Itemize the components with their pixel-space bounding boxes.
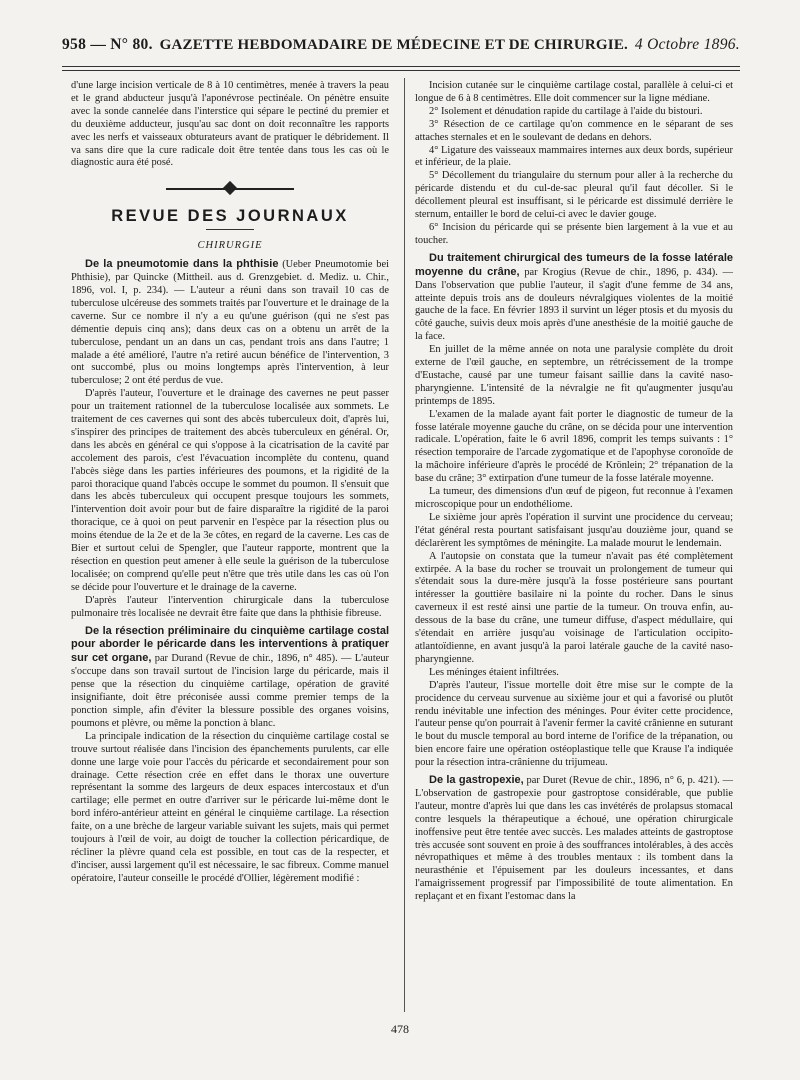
right-column (415, 80, 733, 904)
article-body: par Krogius (Revue de chir., 1896, p. 434). — Dans l'observation que publie l'auteur, il s'agit d'une femme de 34 ans, atteinte depuis trois ans de douleurs névralgiques violentes de la moitié gauche de la face. En février 1893 il survint un léger ptosis et du myosis du côté gauche, suivis deux mois après d'une anesthésie de la moitié gauche de la face. (415, 266, 733, 343)
article-paragraph: A l'autopsie on constata que la tumeur n'avait pas été complètement extirpée. A la base du rocher se trouvait un prolongement de tumeur qui s'étendait sous la dure-mère jusqu'à la fosse postérieure sans pourtant intéresser la gouttière basilaire ni la pointe du rocher. Dans le sinus caverneux il est resté ainsi une partie de la tumeur. On trouva enfin, au-dessous de la base du crâne, une tumeur diffuse, d'aspect médullaire, qui s'étendait en arrière jusqu'au voisinage de l'articulation occipito-atlantoïdienne, en avant jusqu'à la paroi latérale gauche de la cavité naso-pharyngienne. (415, 550, 733, 665)
banner-rule (206, 229, 254, 230)
column-divider (404, 78, 405, 1012)
page-number: 958 — N° 80. (62, 36, 153, 53)
section-banner: REVUE DES JOURNAUX (111, 207, 349, 226)
article-title: De la pneumotomie dans la phthisie (85, 258, 279, 271)
article-title: Du traitement chirurgical des tumeurs de la fosse latérale moyenne du crâne, (415, 251, 733, 278)
journal-title: GAZETTE HEBDOMADAIRE DE MÉDECINE ET DE CHIRURGIE. (159, 37, 628, 53)
article-paragraph: En juillet de la même année on nota une paralysie complète du droit externe de l'œil gauche, en septembre, un rétrécissement de la trompe d'Eustache, causé par une tumeur faisant saillie dans la cavité naso-pharyngienne. L'intensité de la névralgie ne fit qu'augmenter jusqu'au printemps de 1895. (415, 344, 733, 407)
article-paragraph: La principale indication de la résection du cinquième cartilage costal se trouve surtout réalisée dans l'incision des épanchements purulents, car elle donne une large voie pour l'accès du péricarde et secondairement pour son drainage. Cette résection crée en effet dans le thorax une ouverture représentant la somme des largeurs de deux espaces intercostaux et d'un cartilage; elle permet en outre d'arriver sur le péricarde lui-même dont le bord inféro-antérieur atteint en général le cinquième cartilage. La résection faite, on a une brèche de largeur variable suivant les sujets, mais qui permet toujours à l'œil de voir, au doigt de toucher la collection péricardique, de récliner la plèvre quand cela est possible, en tout cas de la respecter, et d'inciser, aussi largement qu'il est nécessaire, le sac fibreux. Comme manuel opératoire, l'auteur conseille le procédé d'Ollier, légèrement modifié : (71, 730, 389, 884)
intro-paragraph: d'une large incision verticale de 8 à 10 centimètres, menée à travers la peau et le grand abducteur jusqu'à l'aponévrose pectinéale. On pénètre ensuite avec la sonde cannelée dans l'interstice qui sépare le pectiné du premier et du deuxième adducteur, jusqu'au sac dont on doit reconnaître les rapports avec les nerfs et vaisseaux obturateurs avant de pratiquer le débridement. Il va sans dire que la cure radicale doit être tentée dans tous les cas où le diagnostic aura été posé. (71, 80, 389, 169)
header-rule-thick (62, 66, 740, 67)
article-body: par Duret (Revue de chir., 1896, n° 6, p. 421). — L'observation de gastropexie pour gastroptose considérable, que publie l'auteur, montre d'après lui que dans les cas invétérés de prolapsus stomacal contre lesquels la thérapeutique a échoué, une opération chirurgicale inoffensive peut être tentée avec succès. Les malades atteints de gastroptose très accusée sont souvent en proie à des souffrances intolérables, à des accès névropathiques et même à des troubles mentaux : ils tombent dans la neurasthénie et l'épuisement par les douleurs incessantes, et dans l'amaigrissement progressif par l'impossibilité de toute alimentation. En replaçant et en fixant l'estomac dans la (415, 775, 734, 903)
header-rule-thin (62, 70, 740, 71)
procedure-step: 5° Décollement du triangulaire du sternum pour aller à la recherche du péricarde distendu et du cul-de-sac pleural qu'il faut décoller. Si le décollement pleural est insuffisant, si le péricarde est dissimulé derrière le sternum, entailler le bord de celui-ci avec le davier gouge. (415, 170, 733, 221)
article-resection (71, 625, 389, 886)
procedure-step: Incision cutanée sur le cinquième cartilage costal, parallèle à celui-ci et longue de 6 à 8 centimètres. Elle doit commencer sur la ligne médiane. (415, 80, 733, 104)
article-pneumotomie (71, 258, 389, 620)
left-column (71, 80, 389, 886)
folio-number: 478 (391, 1022, 409, 1036)
separator-diamond (223, 181, 237, 195)
procedure-step: 4° Ligature des vaisseaux mammaires internes aux deux bords, supérieur et inférieur, de la plaie. (415, 144, 733, 169)
article-body: (Ueber Pneumotomie bei Phthisie), par Quincke (Mittheil. aus d. Grenzgebiet. d. Mediz. u. Chir., 1896, vol. I, p. 234). — L'auteur a réuni dans son travail 10 cas de tuberculose ulcéreuse des sommets traités par l'ouverture et le drainage de la caverne. Sur ce nombre il n'y a eu qu'une guérison (qui ne s'est pas démentie depuis cinq ans); dans deux cas on a obtenu un arrêt de la tuberculose, pendant un an dans un cas, pendant trois ans dans l'autre; 1 malade a été amélioré, l'autre n'a retiré aucun bénéfice de l'intervention, 3 ont succombé, plus ou moins longtemps après l'intervention, à leur tuberculose; 2 ont été perdus de vue. (71, 259, 389, 387)
article-gastropexie (415, 774, 733, 904)
running-header (62, 36, 740, 64)
procedure-step: 2° Isolement et dénudation rapide du cartilage à l'aide du bistouri. (429, 105, 703, 117)
article-title: De la gastropexie, (429, 774, 524, 787)
article-paragraph: Les méninges étaient infiltrées. (429, 666, 559, 678)
article-tumeurs (415, 252, 733, 770)
article-paragraph: La tumeur, des dimensions d'un œuf de pigeon, fut reconnue à l'examen microscopique pour un endothéliome. (415, 486, 733, 510)
ornamental-separator (71, 178, 389, 200)
procedure-step: 3° Résection de ce cartilage qu'on commence en le séparant de ses attaches sternales et en le soulevant de dedans en dehors. (415, 118, 733, 143)
issue-date: 4 Octobre 1896. (634, 36, 740, 53)
procedure-step: 6° Incision du péricarde qui se présente bien largement à la vue et au toucher. (415, 221, 733, 246)
article-body: par Durand (Revue de chir., 1896, n° 485). — L'auteur s'occupe dans son travail surtout de l'incision large du péricarde, mais il pense que la résection du cinquième cartilage, opération de gravité insignifiante, doit être préconisée aussi comme premier temps de la ponction simple, afin d'éviter la blessure possible des organes voisins, poumons et plèvre, ou même la ponction à blanc. (71, 653, 389, 729)
article-title: De la résection préliminaire du cinquième cartilage costal pour aborder le péricarde dans les interventions à pratiquer sur cet organe, (71, 624, 389, 665)
article-paragraph: D'après l'auteur, l'issue mortelle doit être mise sur le compte de la procidence du cerveau survenue au sixième jour et qui a favorisé ou plutôt rendu inévitable une infection des méninges. Pour éviter cette procidence, l'auteur pense qu'on pourrait à l'avenir fermer la cavité crânienne en suturant le bout du muscle temporal au bord interne de l'orifice de la trépanation, ou bien encore faire une opération ostéoplastique telle que Krause l'a indiquée pour la résection intra-crânienne du trijumeau. (415, 679, 733, 769)
article-paragraph: L'examen de la malade ayant fait porter le diagnostic de tumeur de la fosse latérale moyenne gauche du crâne, on se décida pour une intervention radicale. L'opération, faite le 6 avril 1896, comprit les temps suivants : 1° résection temporaire de l'arcade zygomatique et de l'apophyse coronoïde de la mâchoire inférieure d'après le procédé de Krönlein; 2° trépanation de la base du crâne; 3° extirpation d'une tumeur de la fosse latérale moyenne. (415, 408, 733, 485)
article-paragraph: Le sixième jour après l'opération il survint une procidence du cerveau; l'état général resta pourtant satisfaisant jusqu'au douzième jour, quand se déclarèrent les symptômes de méningite. La malade mourut le lendemain. (415, 511, 733, 549)
article-paragraph: D'après l'auteur, l'ouverture et le drainage des cavernes ne peut passer pour un traitement rationnel de la tuberculose localisée aux sommets. Le traitement de ces cavernes qui sont des abcès tuberculeux doit, d'après lui, s'inspirer des principes de traitement des abcès tuberculeux en général. Or, dans les abcès en général ce qui s'oppose à la cicatrisation de la cavité par accolement des parois, c'est l'évacuation incomplète du contenu, quand l'abcès siège dans les parties inférieures des poumons, et la rigidité de la paroi thoracique quand l'abcès occupe le sommet du poumon. Il s'ensuit que dans les abcès tuberculeux qui occupent presque toujours les sommets, l'intervention doit avoir pour but de faire disparaître la rigidité de la paroi thoracique, ce à quoi on peut parvenir en l'espèce par la résection plus ou moins étendue de la 2e et de la 3e côtes, en regard de la caverne. Les cas de Bier et surtout celui de Spengler, que l'auteur rapporte, montrent que la résection en question peut amener à elle seule la guérison de la tuberculose localisée; on comprend qu'elle peut n'être que très utile dans les cas où l'on se décide pour l'ouverture et le drainage de la caverne. (71, 388, 389, 593)
section-heading: CHIRURGIE (197, 240, 263, 252)
article-paragraph: D'après l'auteur l'intervention chirurgicale dans la tuberculose pulmonaire très localisée ne devrait être faite que dans la phthisie fibreuse. (71, 594, 389, 619)
